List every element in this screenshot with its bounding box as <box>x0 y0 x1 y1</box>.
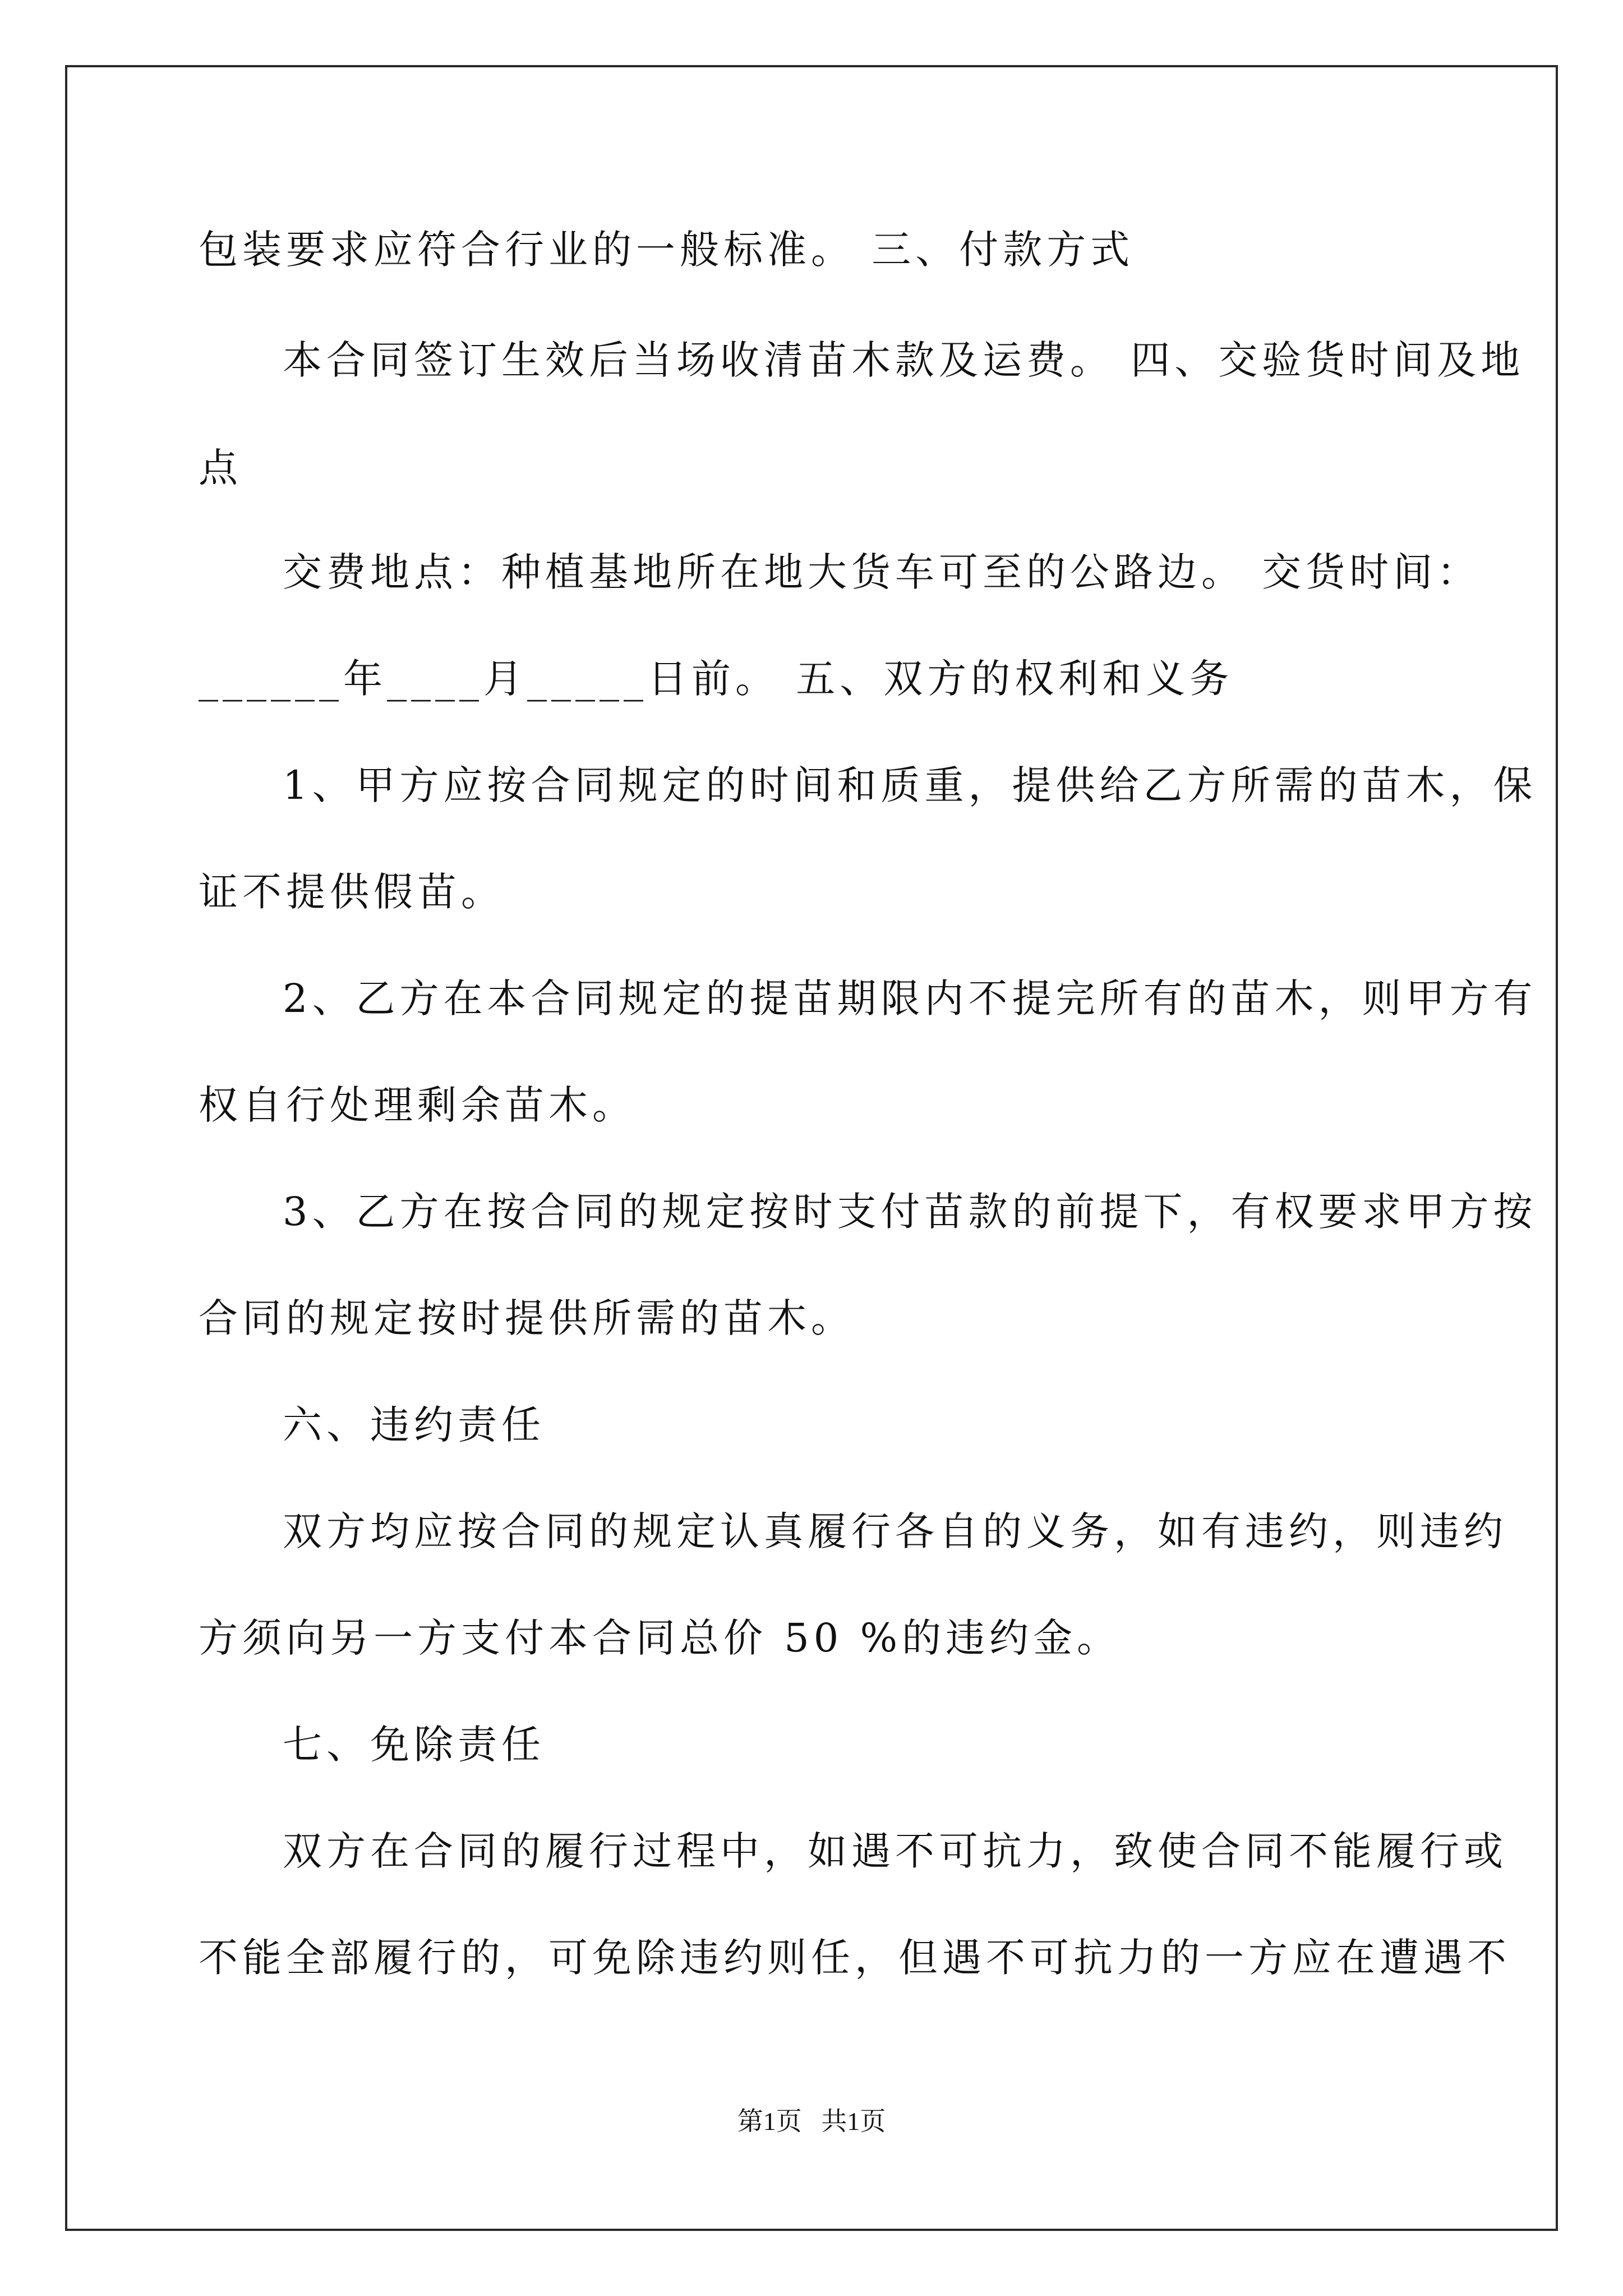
text-line: 双方在合同的履行过程中，如遇不可抗力，致使合同不能履行或 <box>283 1828 1507 1874</box>
section-heading: 六、违约责任 <box>283 1402 545 1448</box>
page-footer: 第1页 共1页 <box>737 2107 886 2136</box>
text-line: 1、甲方应按合同规定的时间和质重，提供给乙方所需的苗木，保 <box>283 762 1537 808</box>
text-line: 本合同签订生效后当场收清苗木款及运费。 四、交验货时间及地 <box>283 337 1525 383</box>
section-heading: 七、免除责任 <box>283 1722 545 1768</box>
text-line: 证不提供假苗。 <box>199 869 505 915</box>
page-border <box>65 65 1558 2231</box>
text-line: 点 <box>199 445 242 491</box>
text-line: 包装要求应符合行业的一般标准。 三、付款方式 <box>199 227 1135 273</box>
text-line: ______年____月_____日前。 五、双方的权利和义务 <box>199 656 1234 702</box>
text-line: 3、乙方在按合同的规定按时支付苗款的前提下，有权要求甲方按 <box>283 1189 1537 1235</box>
text-line: 交费地点：种植基地所在地大货车可至的公路边。 交货时间： <box>283 549 1481 595</box>
text-line: 双方均应按合同的规定认真履行各自的义务，如有违约，则违约 <box>283 1508 1507 1554</box>
text-line: 方须向另一方支付本合同总价 50 %的违约金。 <box>199 1615 1121 1661</box>
text-line: 合同的规定按时提供所需的苗木。 <box>199 1295 855 1341</box>
text-line: 2、乙方在本合同规定的提苗期限内不提完所有的苗木，则甲方有 <box>283 976 1537 1022</box>
text-line: 不能全部履行的，可免除违约则任，但遇不可抗力的一方应在遭遇不 <box>199 1935 1511 1981</box>
text-line: 权自行处理剩余苗木。 <box>199 1082 636 1128</box>
